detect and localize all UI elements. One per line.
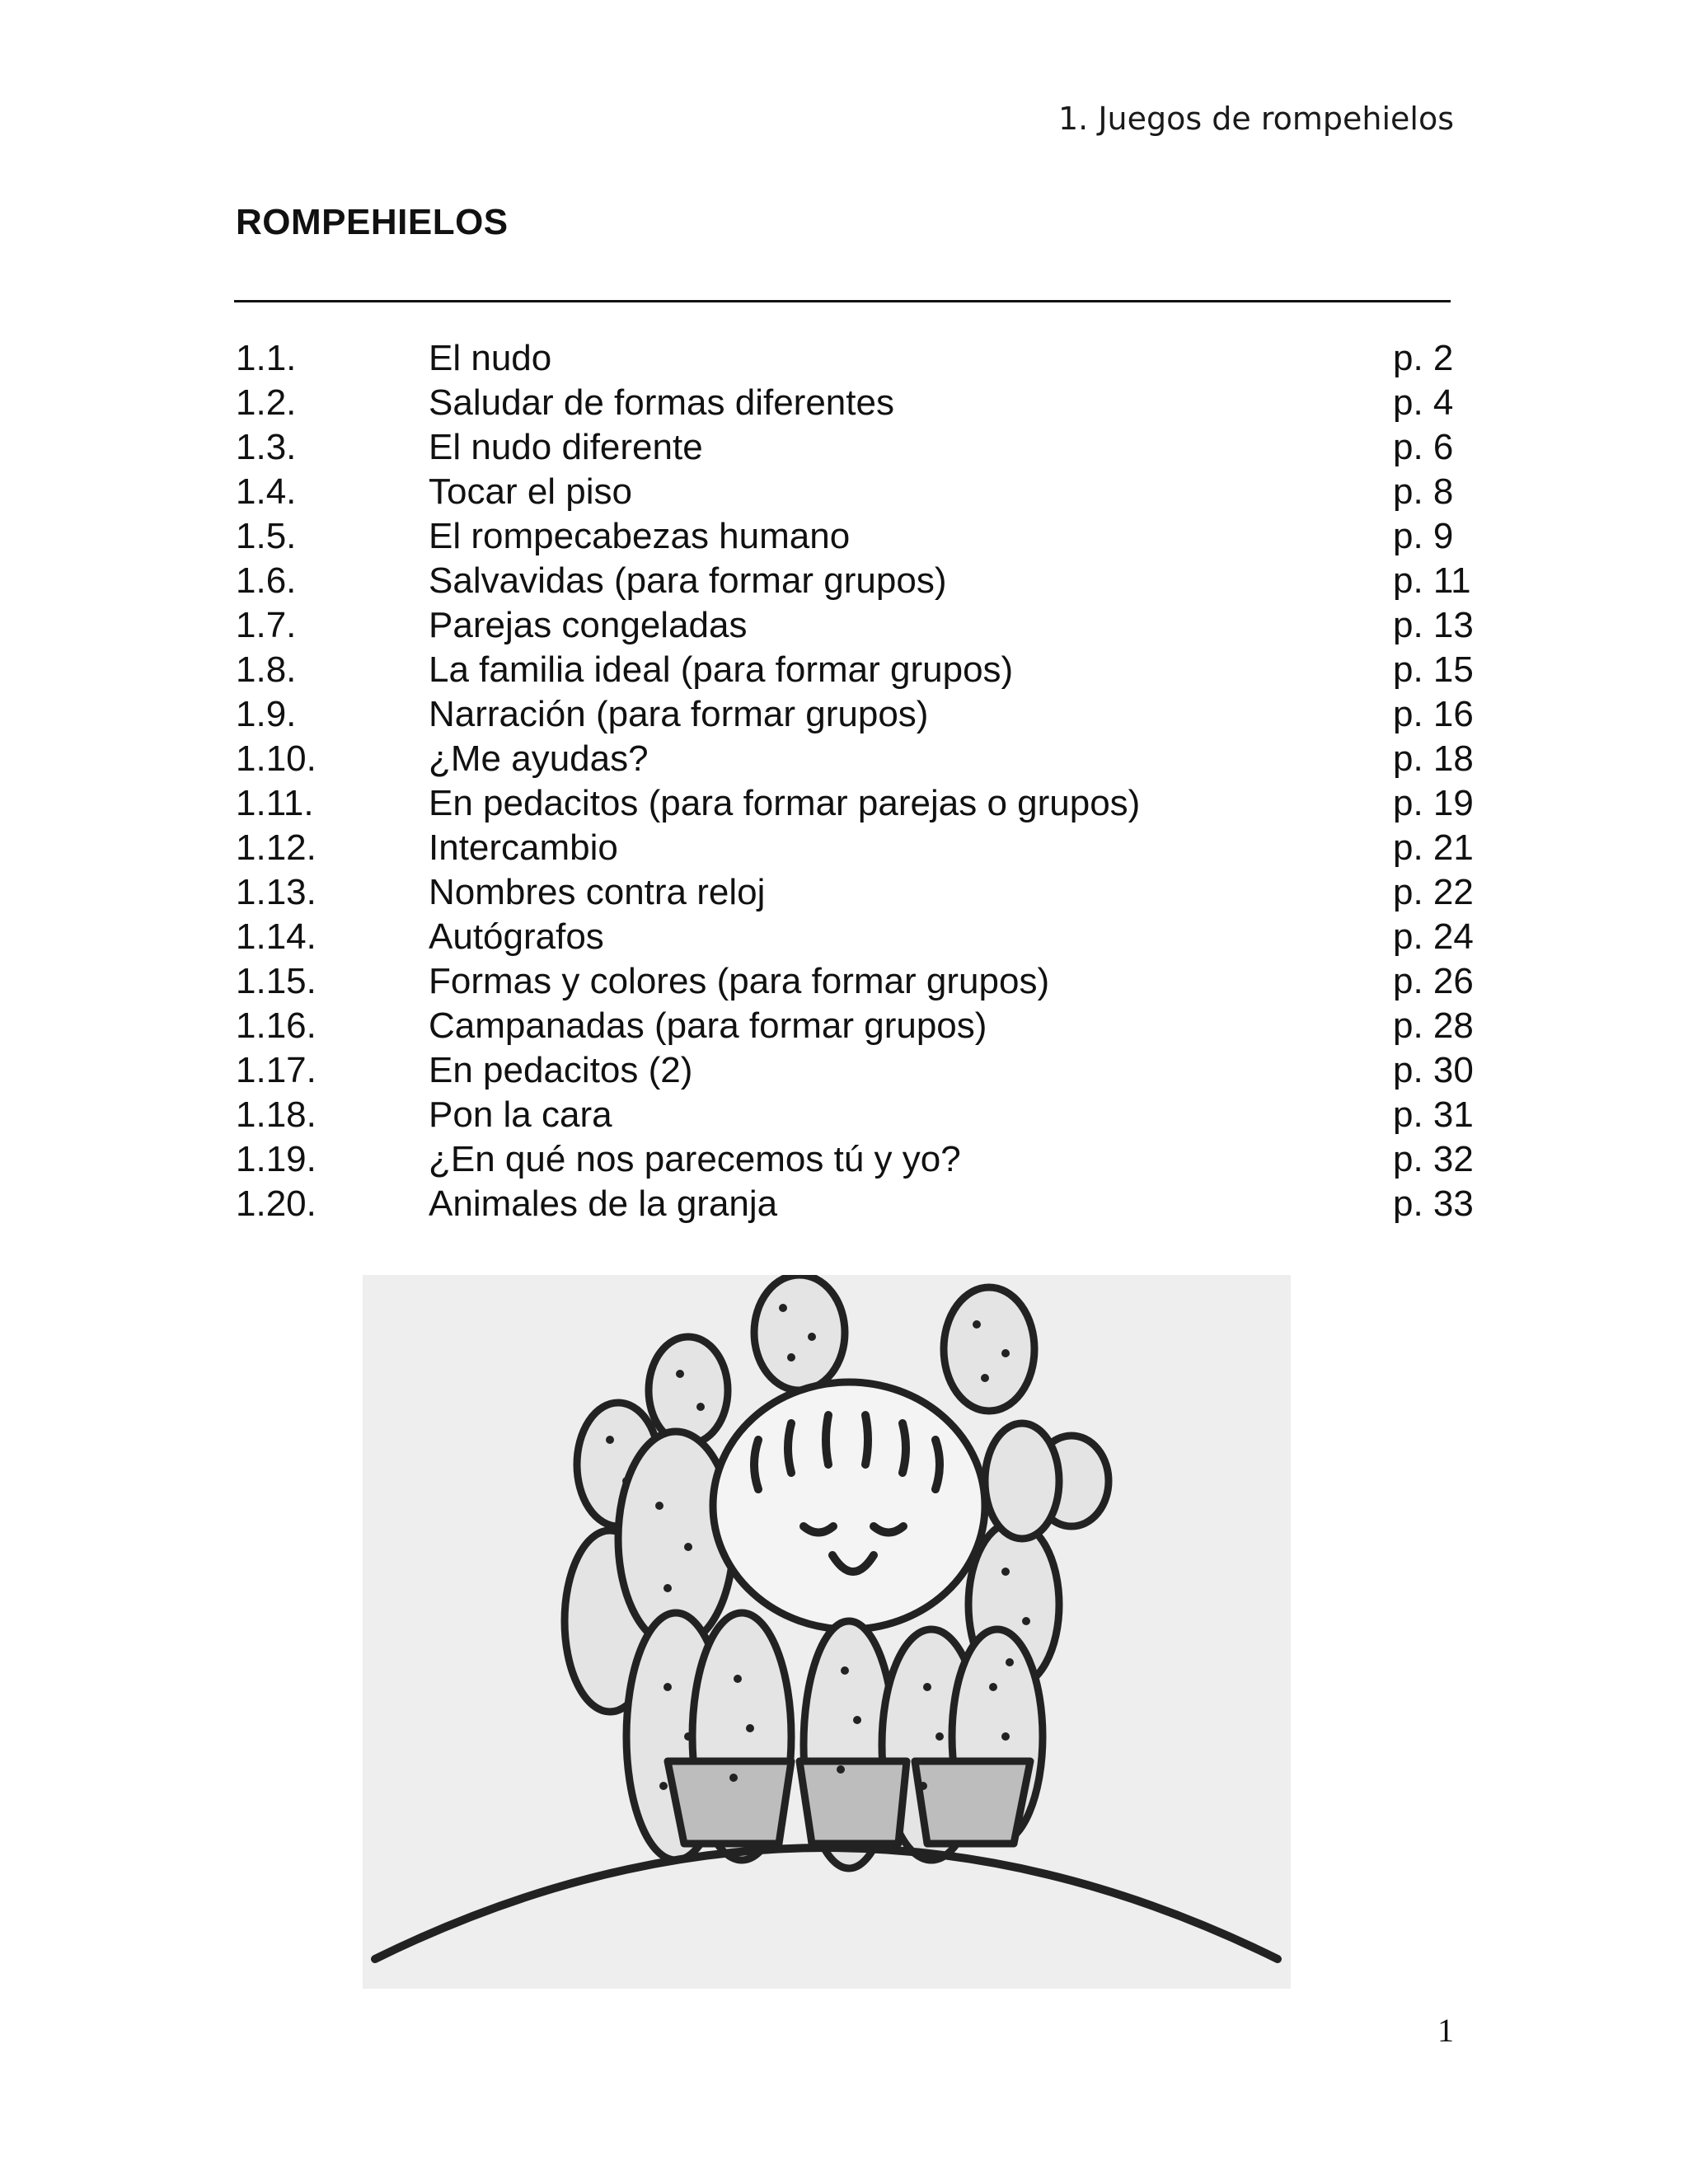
toc-entry-number: 1.4. [236, 471, 297, 512]
toc-entry-number: 1.1. [236, 338, 297, 378]
toc-entry [0, 870, 1688, 915]
cactus-child-illustration [363, 1275, 1291, 1989]
toc-entry-title: Autógrafos [429, 916, 604, 957]
page-number: 1 [1437, 2012, 1454, 2049]
running-header: 1. Juegos de rompehielos [1057, 101, 1454, 137]
toc-entry-page: p. 28 [1393, 1005, 1474, 1046]
toc-entry [0, 470, 1688, 514]
toc-entry [0, 692, 1688, 737]
toc-entry [0, 1093, 1688, 1137]
toc-entry-number: 1.2. [236, 382, 297, 423]
toc-entry-page: p. 32 [1393, 1139, 1474, 1179]
toc-entry-page: p. 15 [1393, 649, 1474, 690]
toc-entry-page: p. 8 [1393, 471, 1454, 512]
toc-entry-title: Campanadas (para formar grupos) [429, 1005, 987, 1046]
toc-entry-number: 1.9. [236, 694, 297, 734]
toc-entry-number: 1.8. [236, 649, 297, 690]
toc-entry-title: ¿En qué nos parecemos tú y yo? [429, 1139, 961, 1179]
toc-entry-page: p. 22 [1393, 872, 1474, 912]
toc-entry [0, 737, 1688, 781]
toc-entry-page: p. 18 [1393, 738, 1474, 779]
toc-entry [0, 915, 1688, 959]
toc-entry-number: 1.19. [236, 1139, 316, 1179]
toc-entry-number: 1.3. [236, 427, 297, 467]
toc-entry-number: 1.5. [236, 516, 297, 556]
toc-entry-page: p. 31 [1393, 1094, 1474, 1135]
toc-entry-number: 1.7. [236, 605, 297, 645]
title-divider [234, 300, 1451, 302]
toc-entry-title: Nombres contra reloj [429, 872, 766, 912]
toc-entry-page: p. 2 [1393, 338, 1454, 378]
toc-entry-title: En pedacitos (2) [429, 1050, 693, 1090]
toc-entry [0, 514, 1688, 559]
toc-entry-number: 1.18. [236, 1094, 316, 1135]
toc-entry-number: 1.15. [236, 961, 316, 1001]
toc-entry-number: 1.12. [236, 827, 316, 868]
toc-entry-title: La familia ideal (para formar grupos) [429, 649, 1014, 690]
toc-entry-page: p. 9 [1393, 516, 1454, 556]
toc-entry-title: Salvavidas (para formar grupos) [429, 560, 947, 601]
toc-entry [0, 1048, 1688, 1093]
toc-entry [0, 648, 1688, 692]
toc-entry-number: 1.14. [236, 916, 316, 957]
toc-entry [0, 559, 1688, 603]
toc-entry-title: Animales de la granja [429, 1183, 778, 1224]
toc-entry [0, 1004, 1688, 1048]
toc-entry [0, 959, 1688, 1004]
toc-entry-page: p. 21 [1393, 827, 1474, 868]
toc-entry [0, 826, 1688, 870]
toc-entry-number: 1.16. [236, 1005, 316, 1046]
toc-entry-title: Tocar el piso [429, 471, 633, 512]
toc-entry-title: El rompecabezas humano [429, 516, 851, 556]
toc-entry-title: Narración (para formar grupos) [429, 694, 929, 734]
toc-entry-page: p. 30 [1393, 1050, 1474, 1090]
toc-entry-page: p. 13 [1393, 605, 1474, 645]
toc-entry-title: Formas y colores (para formar grupos) [429, 961, 1050, 1001]
toc-entry-page: p. 6 [1393, 427, 1454, 467]
toc-entry-number: 1.17. [236, 1050, 316, 1090]
toc-entry-page: p. 33 [1393, 1183, 1474, 1224]
toc-entry-page: p. 24 [1393, 916, 1474, 957]
toc-entry-title: El nudo diferente [429, 427, 703, 467]
toc-entry-number: 1.13. [236, 872, 316, 912]
toc-entry-number: 1.20. [236, 1183, 316, 1224]
toc-entry-title: Parejas congeladas [429, 605, 748, 645]
section-title: ROMPEHIELOS [236, 202, 509, 242]
toc-entry-number: 1.6. [236, 560, 297, 601]
toc-entry [0, 1137, 1688, 1182]
toc-entry [0, 603, 1688, 648]
toc-entry [0, 1182, 1688, 1226]
toc-entry-page: p. 16 [1393, 694, 1474, 734]
toc-entry-number: 1.10. [236, 738, 316, 779]
toc-entry [0, 425, 1688, 470]
toc-entry-title: Saludar de formas diferentes [429, 382, 894, 423]
toc-entry [0, 781, 1688, 826]
toc-entry-title: En pedacitos (para formar parejas o grupos) [429, 783, 1141, 823]
table-of-contents [0, 336, 1688, 1226]
toc-entry-title: Pon la cara [429, 1094, 612, 1135]
toc-entry-page: p. 26 [1393, 961, 1474, 1001]
toc-entry-number: 1.11. [236, 783, 314, 823]
toc-entry-page: p. 19 [1393, 783, 1474, 823]
toc-entry-page: p. 11 [1393, 560, 1471, 601]
toc-entry-title: El nudo [429, 338, 552, 378]
toc-entry [0, 336, 1688, 381]
toc-entry [0, 381, 1688, 425]
toc-entry-page: p. 4 [1393, 382, 1454, 423]
toc-entry-title: Intercambio [429, 827, 618, 868]
toc-entry-title: ¿Me ayudas? [429, 738, 649, 779]
